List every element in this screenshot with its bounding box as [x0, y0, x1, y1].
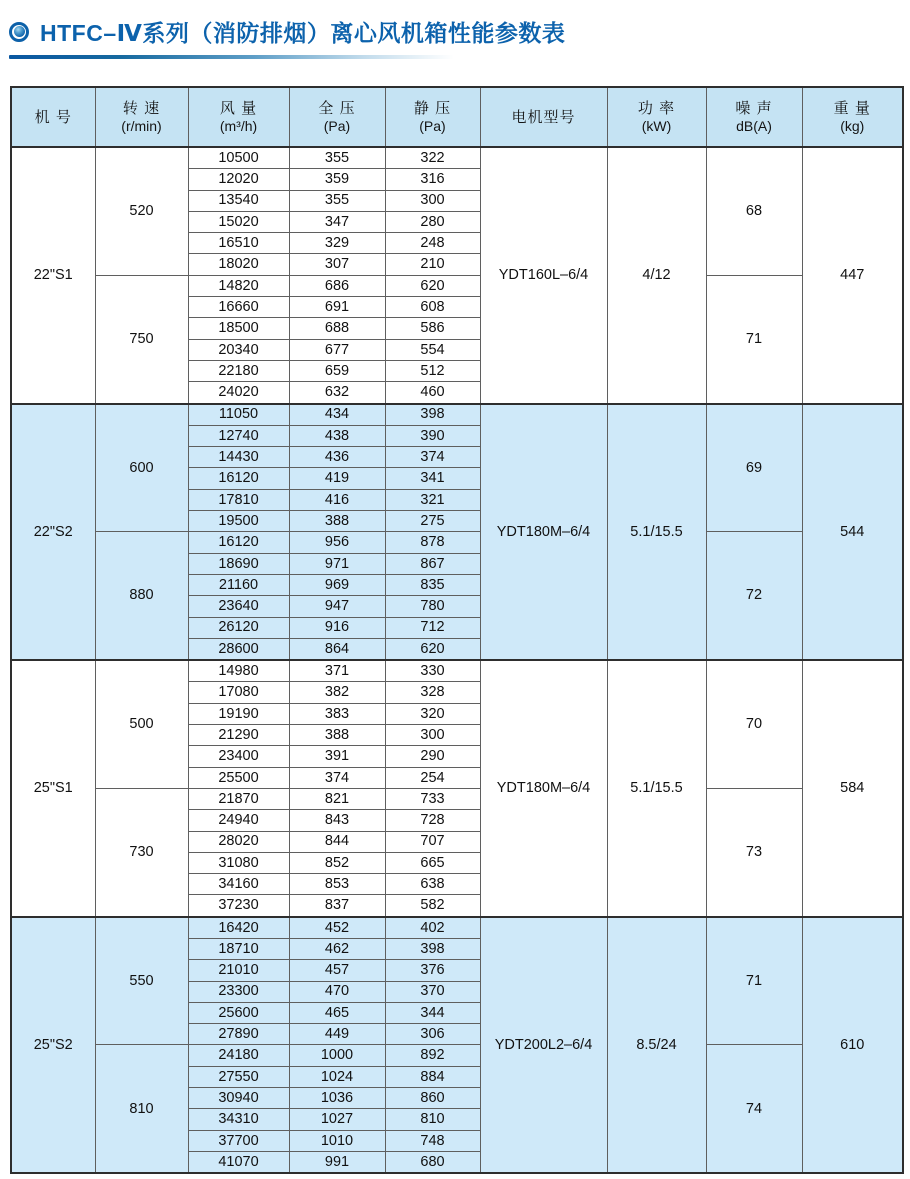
col-header-label: 电机型号: [511, 108, 576, 126]
total-pressure-cell: 837: [289, 895, 385, 917]
flow-cell: 21290: [188, 725, 289, 746]
total-pressure-cell: 449: [289, 1024, 385, 1045]
static-pressure-cell: 665: [385, 852, 480, 873]
flow-cell: 11050: [188, 404, 289, 426]
flow-cell: 16420: [188, 917, 289, 939]
total-pressure-cell: 1000: [289, 1045, 385, 1066]
total-pressure-cell: 355: [289, 147, 385, 169]
flow-cell: 21010: [188, 960, 289, 981]
flow-cell: 14820: [188, 275, 289, 296]
static-pressure-cell: 638: [385, 874, 480, 895]
noise-cell: 70: [706, 660, 802, 788]
table-row: [11, 147, 903, 169]
static-pressure-cell: 620: [385, 275, 480, 296]
noise-cell: 72: [706, 532, 802, 660]
speed-cell: 550: [95, 917, 188, 1045]
header-row: [11, 87, 903, 147]
flow-cell: 37700: [188, 1130, 289, 1151]
flow-cell: 18710: [188, 938, 289, 959]
noise-cell: 69: [706, 404, 802, 532]
motor-cell: YDT180M–6/4: [480, 660, 607, 917]
col-header-label: 功 率: [637, 100, 676, 117]
static-pressure-cell: 884: [385, 1066, 480, 1087]
total-pressure-cell: 355: [289, 190, 385, 211]
total-pressure-cell: 947: [289, 596, 385, 617]
static-pressure-cell: 316: [385, 169, 480, 190]
static-pressure-cell: 390: [385, 425, 480, 446]
total-pressure-cell: 462: [289, 938, 385, 959]
static-pressure-cell: 328: [385, 682, 480, 703]
flow-cell: 16120: [188, 468, 289, 489]
static-pressure-cell: 275: [385, 511, 480, 532]
total-pressure-cell: 691: [289, 297, 385, 318]
table-row: [11, 1045, 903, 1066]
total-pressure-cell: 388: [289, 725, 385, 746]
static-pressure-cell: 512: [385, 360, 480, 381]
flow-cell: 17080: [188, 682, 289, 703]
flow-cell: 28600: [188, 638, 289, 660]
flow-cell: 20340: [188, 339, 289, 360]
total-pressure-cell: 659: [289, 360, 385, 381]
flow-cell: 16120: [188, 532, 289, 553]
total-pressure-cell: 383: [289, 703, 385, 724]
static-pressure-cell: 554: [385, 339, 480, 360]
flow-cell: 16660: [188, 297, 289, 318]
model-cell: 22"S1: [11, 147, 95, 404]
power-cell: 4/12: [607, 147, 706, 404]
col-header-label: 重 量: [833, 100, 871, 117]
flow-cell: 12020: [188, 169, 289, 190]
flow-cell: 18500: [188, 318, 289, 339]
flow-cell: 41070: [188, 1151, 289, 1173]
flow-cell: 25500: [188, 767, 289, 788]
total-pressure-cell: 991: [289, 1151, 385, 1173]
total-pressure-cell: 686: [289, 275, 385, 296]
static-pressure-cell: 300: [385, 725, 480, 746]
bullseye-icon: [9, 22, 29, 42]
flow-cell: 31080: [188, 852, 289, 873]
weight-cell: 584: [802, 660, 903, 917]
speed-cell: 880: [95, 532, 188, 660]
noise-cell: 68: [706, 147, 802, 275]
total-pressure-cell: 436: [289, 447, 385, 468]
model-cell: 22"S2: [11, 404, 95, 661]
table-row: [11, 660, 903, 682]
total-pressure-cell: 374: [289, 767, 385, 788]
static-pressure-cell: 586: [385, 318, 480, 339]
static-pressure-cell: 344: [385, 1002, 480, 1023]
static-pressure-cell: 835: [385, 574, 480, 595]
flow-cell: 23400: [188, 746, 289, 767]
col-header-unit: (Pa): [419, 118, 446, 134]
weight-cell: 544: [802, 404, 903, 661]
col-header-label: 风 量: [219, 100, 258, 117]
total-pressure-cell: 688: [289, 318, 385, 339]
total-pressure-cell: 452: [289, 917, 385, 939]
col-header-7: [706, 87, 802, 147]
speed-cell: 810: [95, 1045, 188, 1173]
page-header: [0, 0, 910, 48]
total-pressure-cell: 821: [289, 788, 385, 809]
col-header-label: 静 压: [413, 100, 452, 117]
table-header: [11, 87, 903, 147]
static-pressure-cell: 582: [385, 895, 480, 917]
static-pressure-cell: 712: [385, 617, 480, 638]
speed-cell: 500: [95, 660, 188, 788]
col-header-0: [11, 87, 95, 147]
static-pressure-cell: 810: [385, 1109, 480, 1130]
flow-cell: 28020: [188, 831, 289, 852]
total-pressure-cell: 677: [289, 339, 385, 360]
flow-cell: 30940: [188, 1088, 289, 1109]
table-row: [11, 275, 903, 296]
title-underline: [9, 55, 454, 59]
performance-table: [10, 86, 904, 1174]
total-pressure-cell: 632: [289, 382, 385, 404]
total-pressure-cell: 391: [289, 746, 385, 767]
flow-cell: 25600: [188, 1002, 289, 1023]
total-pressure-cell: 329: [289, 233, 385, 254]
motor-cell: YDT180M–6/4: [480, 404, 607, 661]
flow-cell: 24940: [188, 810, 289, 831]
static-pressure-cell: 608: [385, 297, 480, 318]
flow-cell: 13540: [188, 190, 289, 211]
model-cell: 25"S2: [11, 917, 95, 1174]
flow-cell: 34160: [188, 874, 289, 895]
page-title: HTFC–Ⅳ系列（消防排烟）离心风机箱性能参数表: [40, 20, 566, 46]
total-pressure-cell: 853: [289, 874, 385, 895]
motor-cell: YDT200L2–6/4: [480, 917, 607, 1174]
col-header-label: 转 速: [122, 100, 161, 117]
table-row: [11, 532, 903, 553]
motor-cell: YDT160L–6/4: [480, 147, 607, 404]
flow-cell: 17810: [188, 489, 289, 510]
table-body: [11, 147, 903, 1173]
col-header-unit: (m³/h): [219, 118, 258, 134]
col-header-unit: (kW): [641, 118, 672, 134]
weight-cell: 610: [802, 917, 903, 1174]
total-pressure-cell: 434: [289, 404, 385, 426]
total-pressure-cell: 1010: [289, 1130, 385, 1151]
flow-cell: 37230: [188, 895, 289, 917]
col-header-4: [385, 87, 480, 147]
col-header-label: 噪 声: [735, 100, 773, 117]
flow-cell: 21870: [188, 788, 289, 809]
static-pressure-cell: 320: [385, 703, 480, 724]
total-pressure-cell: 843: [289, 810, 385, 831]
col-header-6: [607, 87, 706, 147]
power-cell: 8.5/24: [607, 917, 706, 1174]
flow-cell: 14430: [188, 447, 289, 468]
total-pressure-cell: 416: [289, 489, 385, 510]
col-header-unit: (Pa): [323, 118, 351, 134]
static-pressure-cell: 733: [385, 788, 480, 809]
static-pressure-cell: 728: [385, 810, 480, 831]
static-pressure-cell: 322: [385, 147, 480, 169]
total-pressure-cell: 1036: [289, 1088, 385, 1109]
flow-cell: 12740: [188, 425, 289, 446]
flow-cell: 26120: [188, 617, 289, 638]
static-pressure-cell: 780: [385, 596, 480, 617]
total-pressure-cell: 347: [289, 211, 385, 232]
total-pressure-cell: 864: [289, 638, 385, 660]
col-header-3: [289, 87, 385, 147]
static-pressure-cell: 680: [385, 1151, 480, 1173]
flow-cell: 14980: [188, 660, 289, 682]
total-pressure-cell: 307: [289, 254, 385, 275]
static-pressure-cell: 376: [385, 960, 480, 981]
static-pressure-cell: 248: [385, 233, 480, 254]
flow-cell: 27890: [188, 1024, 289, 1045]
total-pressure-cell: 1027: [289, 1109, 385, 1130]
static-pressure-cell: 321: [385, 489, 480, 510]
static-pressure-cell: 860: [385, 1088, 480, 1109]
total-pressure-cell: 916: [289, 617, 385, 638]
col-header-unit: (r/min): [121, 118, 162, 134]
flow-cell: 19190: [188, 703, 289, 724]
total-pressure-cell: 844: [289, 831, 385, 852]
static-pressure-cell: 620: [385, 638, 480, 660]
col-header-2: [188, 87, 289, 147]
flow-cell: 19500: [188, 511, 289, 532]
flow-cell: 23640: [188, 596, 289, 617]
static-pressure-cell: 707: [385, 831, 480, 852]
static-pressure-cell: 210: [385, 254, 480, 275]
static-pressure-cell: 374: [385, 447, 480, 468]
table-row: [11, 404, 903, 426]
static-pressure-cell: 892: [385, 1045, 480, 1066]
model-cell: 25"S1: [11, 660, 95, 917]
static-pressure-cell: 254: [385, 767, 480, 788]
static-pressure-cell: 290: [385, 746, 480, 767]
static-pressure-cell: 460: [385, 382, 480, 404]
flow-cell: 18690: [188, 553, 289, 574]
speed-cell: 520: [95, 147, 188, 275]
static-pressure-cell: 398: [385, 404, 480, 426]
total-pressure-cell: 465: [289, 1002, 385, 1023]
static-pressure-cell: 330: [385, 660, 480, 682]
total-pressure-cell: 971: [289, 553, 385, 574]
total-pressure-cell: 470: [289, 981, 385, 1002]
power-cell: 5.1/15.5: [607, 660, 706, 917]
static-pressure-cell: 867: [385, 553, 480, 574]
static-pressure-cell: 300: [385, 190, 480, 211]
flow-cell: 15020: [188, 211, 289, 232]
speed-cell: 750: [95, 275, 188, 403]
total-pressure-cell: 388: [289, 511, 385, 532]
flow-cell: 34310: [188, 1109, 289, 1130]
total-pressure-cell: 457: [289, 960, 385, 981]
flow-cell: 24020: [188, 382, 289, 404]
noise-cell: 73: [706, 788, 802, 916]
flow-cell: 23300: [188, 981, 289, 1002]
static-pressure-cell: 398: [385, 938, 480, 959]
total-pressure-cell: 438: [289, 425, 385, 446]
flow-cell: 24180: [188, 1045, 289, 1066]
static-pressure-cell: 280: [385, 211, 480, 232]
static-pressure-cell: 370: [385, 981, 480, 1002]
col-header-label: 全 压: [318, 100, 356, 117]
flow-cell: 10500: [188, 147, 289, 169]
power-cell: 5.1/15.5: [607, 404, 706, 661]
total-pressure-cell: 956: [289, 532, 385, 553]
noise-cell: 71: [706, 917, 802, 1045]
speed-cell: 730: [95, 788, 188, 916]
col-header-unit: dB(A): [736, 118, 772, 134]
noise-cell: 71: [706, 275, 802, 403]
static-pressure-cell: 402: [385, 917, 480, 939]
table-row: [11, 788, 903, 809]
total-pressure-cell: 371: [289, 660, 385, 682]
weight-cell: 447: [802, 147, 903, 404]
table-row: [11, 917, 903, 939]
total-pressure-cell: 852: [289, 852, 385, 873]
flow-cell: 27550: [188, 1066, 289, 1087]
static-pressure-cell: 878: [385, 532, 480, 553]
col-header-8: [802, 87, 903, 147]
speed-cell: 600: [95, 404, 188, 532]
col-header-label: 机 号: [34, 108, 72, 126]
col-header-unit: (kg): [840, 118, 865, 134]
total-pressure-cell: 382: [289, 682, 385, 703]
static-pressure-cell: 341: [385, 468, 480, 489]
total-pressure-cell: 969: [289, 574, 385, 595]
total-pressure-cell: 359: [289, 169, 385, 190]
flow-cell: 22180: [188, 360, 289, 381]
flow-cell: 18020: [188, 254, 289, 275]
flow-cell: 16510: [188, 233, 289, 254]
flow-cell: 21160: [188, 574, 289, 595]
col-header-1: [95, 87, 188, 147]
col-header-5: [480, 87, 607, 147]
total-pressure-cell: 419: [289, 468, 385, 489]
noise-cell: 74: [706, 1045, 802, 1173]
static-pressure-cell: 748: [385, 1130, 480, 1151]
static-pressure-cell: 306: [385, 1024, 480, 1045]
total-pressure-cell: 1024: [289, 1066, 385, 1087]
